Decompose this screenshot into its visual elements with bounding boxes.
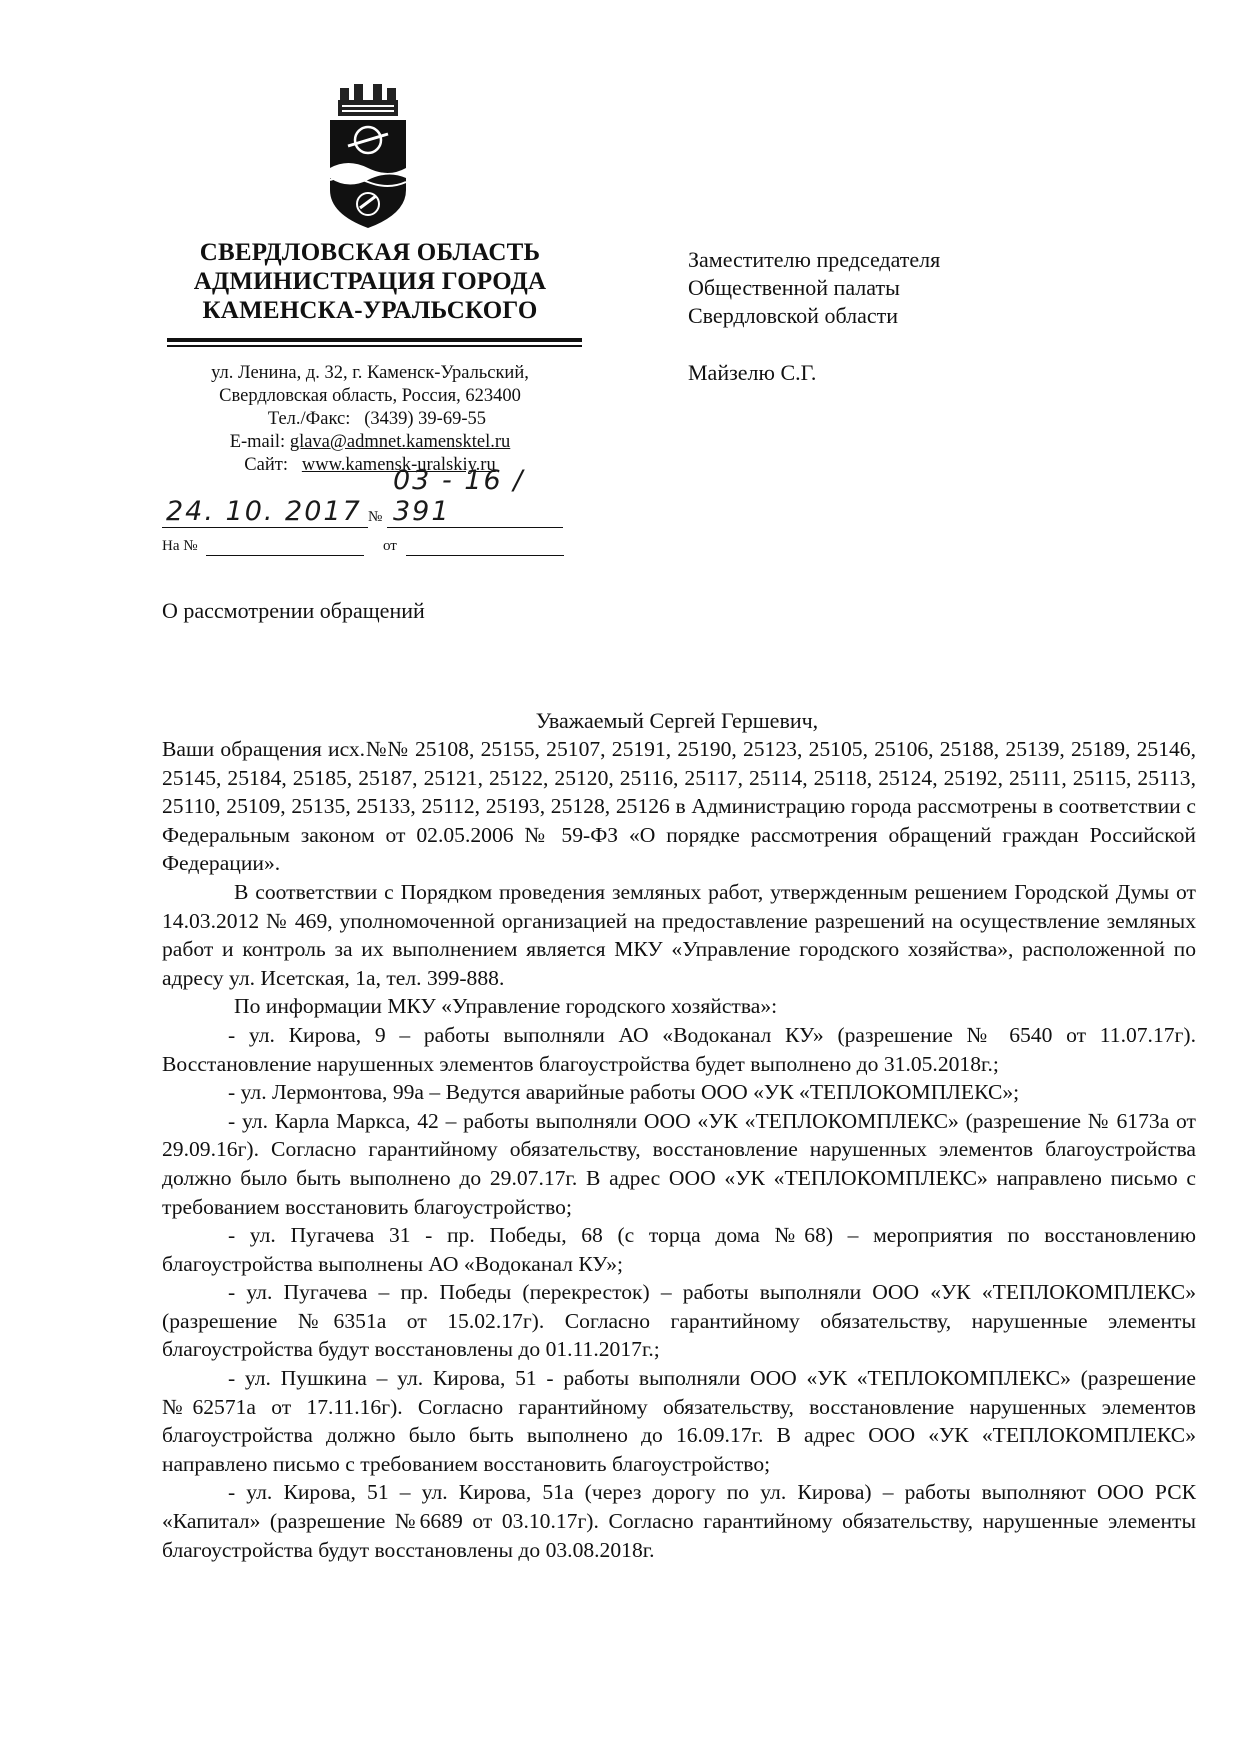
reply-to-label: На № [162, 538, 198, 554]
addressee-name: Майзелю С.Г. [688, 360, 817, 385]
outgoing-number: 03 - 16 / 391 [393, 465, 525, 527]
city-coat-of-arms-icon [318, 82, 418, 232]
addressee-line-2: Общественной палаты [688, 275, 900, 300]
reply-from-blank [406, 555, 564, 556]
email-label: E-mail: [229, 432, 286, 452]
addressee-line-3: Свердловской области [688, 303, 898, 328]
address-line-1: ул. Ленина, д. 32, г. Каменск-Уральский, [211, 363, 529, 383]
org-line-administration: АДМИНИСТРАЦИЯ ГОРОДА [193, 268, 547, 295]
reply-to-blank [206, 555, 364, 556]
list-item-pushkina: - ул. Пушкина – ул. Кирова, 51 - работы выполняли ООО «УК «ТЕПЛОКОМПЛЕКС» (разрешение №62571а от 17.11.16г). Согласно гарантийному обязательству, восстановление нарушенных элементов благоустройства должно было быть выполнено до 16.09.17г. В адрес ООО «УК «ТЕПЛОКОМПЛЕКС» направлено письмо с требованием восстановить благоустройство; [162, 1366, 1196, 1476]
organization-name [155, 238, 585, 325]
letter-subject: О рассмотрении обращений [162, 598, 425, 623]
org-line-region: СВЕРДЛОВСКАЯ ОБЛАСТЬ [199, 239, 541, 266]
phone-value: (3439) 39-69-55 [364, 409, 487, 429]
greeting: Уважаемый Сергей Гершевич, [535, 708, 819, 733]
phone-label: Тел./Факс: [267, 409, 351, 429]
contact-block [150, 362, 590, 477]
list-item-lermontova: - ул. Лермонтова, 99а – Ведутся аварийные работы ООО «УК «ТЕПЛОКОМПЛЕКС»; [228, 1080, 1020, 1105]
reply-from-label: от [383, 538, 397, 554]
site-link[interactable]: www.kamensk-uralskiy.ru [301, 455, 496, 475]
phone-line [150, 408, 590, 431]
address-line-2: Свердловская область, Россия, 623400 [219, 386, 521, 406]
email-line [150, 431, 590, 454]
list-item-kirova-9: - ул. Кирова, 9 – работы выполняли АО «Водоканал КУ» (разрешение № 6540 от 11.07.17г). Восстановление нарушенных элементов благоустройства будет выполнено до 31.05.2018г.; [162, 1022, 1196, 1076]
list-item-pugacheva-31: - ул. Пугачева 31 - пр. Победы, 68 (с торца дома №68) – мероприятия по восстановлению благоустройства выполнены АО «Водоканал КУ»; [162, 1223, 1196, 1276]
list-item-kirova-51: - ул. Кирова, 51 – ул. Кирова, 51а (через дорогу по ул. Кирова) – работы выполняют ООО РСК «Капитал» (разрешение №6689 от 03.10.17г). Согласно гарантийному обязательству, нарушенные элементы благоустройства будут восстановлены до 03.08.2018г. [162, 1480, 1196, 1562]
email-link[interactable]: glava@admnet.kamensktel.ru [289, 432, 511, 452]
addressee-block [688, 246, 940, 330]
number-label: № [368, 509, 383, 525]
addressee-line-1: Заместителю председателя [688, 247, 941, 272]
list-item-karla-marksa: - ул. Карла Маркса, 42 – работы выполняли ООО «УК «ТЕПЛОКОМПЛЕКС» (разрешение № 6173а от 29.09.16г). Согласно гарантийному обязательству, восстановление нарушенных элементов благоустройства должно было быть выполнено до 29.07.17г. В адрес ООО «УК «ТЕПЛОКОМПЛЕКС» направлено письмо с требованием восстановить благоустройство; [162, 1108, 1196, 1219]
paragraph-appeals: Ваши обращения исх.№№ 25108, 25155, 25107, 25191, 25190, 25123, 25105, 25106, 25188, 25139, 25189, 25146, 25145, 25184, 25185, 25187, 25121, 25122, 25120, 25116, 25117, 25114, 25118, 25124, 25192, 25111, 25115, 25113, 25110, 25109, 25135, 25133, 25112, 25193, 25128, 25126 в Администрацию города рассмотрены в соответствии с Федеральным законом от 02.05.2006 № 59-ФЗ «О порядке рассмотрения обращений граждан Российской Федерации». [162, 737, 1196, 876]
outgoing-date-field [162, 495, 368, 528]
org-line-city: КАМЕНСКА-УРАЛЬСКОГО [202, 297, 538, 324]
site-label: Сайт: [244, 455, 288, 475]
paragraph-info-intro: По информации МКУ «Управление городского хозяйства»: [234, 994, 778, 1019]
header-divider-thick [167, 338, 582, 342]
header-divider-thin [167, 345, 582, 347]
letter-body [162, 735, 1196, 1564]
outgoing-number-field [387, 465, 563, 528]
outgoing-date: 24. 10. 2017 [166, 496, 362, 527]
paragraph-procedure: В соответствии с Порядком проведения земляных работ, утвержденным решением Городской Думы от 14.03.2012 № 469, уполномоченной организацией на предоставление разрешений на осуществление земляных работ и контроль за их выполнением является МКУ «Управление городского хозяйства», расположенной по адресу ул. Исетская, 1а, тел. 399-888. [162, 879, 1196, 990]
list-item-pugacheva-pobedy: - ул. Пугачева – пр. Победы (перекресток) – работы выполняли ООО «УК «ТЕПЛОКОМПЛЕКС» (разрешение №6351а от 15.02.17г). Согласно гарантийному обязательству, нарушенные элементы благоустройства будут восстановлены до 01.11.2017г.; [162, 1280, 1196, 1362]
